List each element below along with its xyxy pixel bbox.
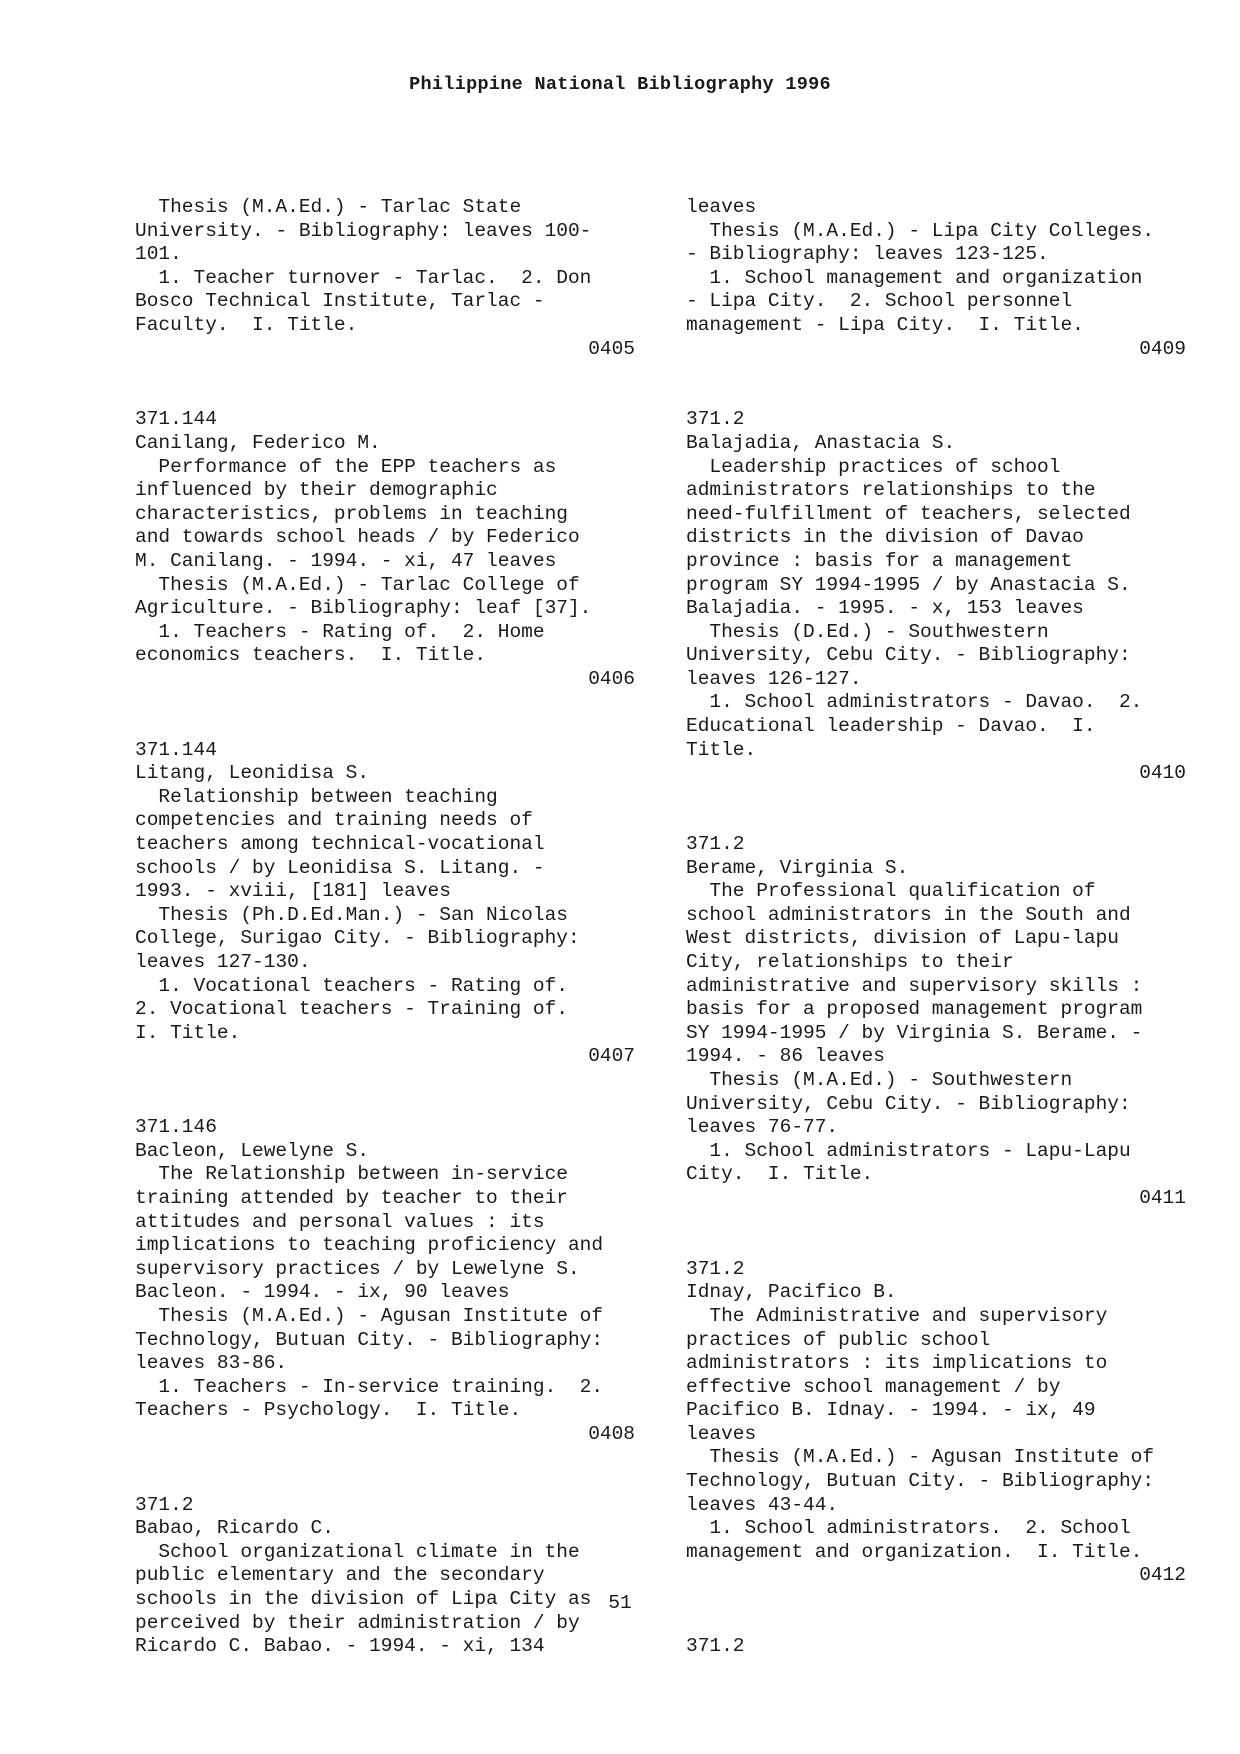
entry-line: Bosco Technical Institute, Tarlac -: [135, 290, 545, 313]
entry-line: 371.2: [135, 1493, 194, 1516]
entry-line: 1. Teachers - In-service training. 2.: [135, 1375, 604, 1398]
entry-line: Technology, Butuan City. - Bibliography:: [135, 1328, 604, 1351]
entry-line: University, Cebu City. - Bibliography:: [686, 644, 1131, 667]
entry-line: Idnay, Pacifico B.: [686, 1281, 897, 1304]
entry-line: administrators : its implications to: [686, 1352, 1108, 1375]
entry-line: Teachers - Psychology. I. Title.: [135, 1399, 522, 1422]
entry-line: Balajadia. - 1995. - x, 153 leaves: [686, 597, 1084, 620]
bibliography-entry: [135, 196, 635, 361]
entry-spacer: [686, 1612, 1186, 1636]
entry-line: administrative and supervisory skills :: [686, 974, 1143, 997]
entry-spacer: [135, 1470, 635, 1494]
entry-spacer: [135, 691, 635, 715]
entry-line: 1. School administrators - Davao. 2.: [686, 691, 1143, 714]
entry-line: competencies and training needs of: [135, 809, 533, 832]
entry-line: leaves: [686, 196, 757, 218]
page-header-title: Philippine National Bibliography 1996: [409, 74, 831, 95]
entry-spacer: [135, 385, 635, 409]
entry-line: perceived by their administration / by: [135, 1611, 580, 1634]
entry-line: I. Title.: [135, 1021, 241, 1044]
entry-line: program SY 1994-1995 / by Anastacia S.: [686, 573, 1131, 596]
entry-line: 371.144: [135, 408, 217, 431]
entry-number: 0407: [588, 1045, 635, 1068]
entry-spacer: [135, 1069, 635, 1093]
entry-spacer: [686, 385, 1186, 409]
entry-line: Berame, Virginia S.: [686, 856, 909, 879]
bibliography-entry: [686, 408, 1186, 786]
entry-line: leaves 43-44.: [686, 1493, 839, 1516]
entry-line: Thesis (M.A.Ed.) - Tarlac State: [135, 196, 522, 218]
bibliography-entry: [135, 1494, 635, 1659]
entry-line: City. I. Title.: [686, 1163, 874, 1186]
entry-spacer: [686, 361, 1186, 385]
entry-line: public elementary and the secondary: [135, 1564, 545, 1587]
entry-line: The Administrative and supervisory: [686, 1304, 1108, 1327]
entry-line: 1. School administrators - Lapu-Lapu: [686, 1139, 1131, 1162]
entry-line: 371.2: [686, 408, 745, 431]
entry-line: 371.146: [135, 1116, 217, 1139]
bibliography-entry: [686, 1635, 1186, 1659]
left-column: [135, 196, 635, 1659]
entry-line: University, Cebu City. - Bibliography:: [686, 1092, 1131, 1115]
entry-line: supervisory practices / by Lewelyne S.: [135, 1257, 580, 1280]
entry-line: teachers among technical-vocational: [135, 833, 545, 856]
entry-line: SY 1994-1995 / by Virginia S. Berame. -: [686, 1021, 1143, 1044]
entry-line: - Lipa City. 2. School personnel: [686, 290, 1073, 313]
entry-number: 0412: [1139, 1564, 1186, 1587]
entry-line: Bacleon. - 1994. - ix, 90 leaves: [135, 1281, 510, 1304]
entry-line: 1. Teachers - Rating of. 2. Home: [135, 620, 545, 643]
entry-line: leaves 126-127.: [686, 667, 862, 690]
entry-number: 0411: [1139, 1186, 1186, 1209]
entry-line: Balajadia, Anastacia S.: [686, 431, 956, 454]
bibliography-entry: [135, 739, 635, 1069]
entry-line: Thesis (M.A.Ed.) - Agusan Institute of: [135, 1304, 604, 1327]
entry-spacer: [135, 715, 635, 739]
entry-line: Pacifico B. Idnay. - 1994. - ix, 49: [686, 1399, 1096, 1422]
bibliography-entry: [686, 196, 1186, 361]
entry-line: school administrators in the South and: [686, 903, 1131, 926]
entry-line: College, Surigao City. - Bibliography:: [135, 927, 580, 950]
entry-number: 0410: [1139, 762, 1186, 785]
entry-line: 371.2: [686, 1257, 745, 1280]
entry-line: schools / by Leonidisa S. Litang. -: [135, 856, 545, 879]
entry-line: need-fulfillment of teachers, selected: [686, 502, 1131, 525]
entry-line: Thesis (M.A.Ed.) - Southwestern: [686, 1068, 1073, 1091]
bibliography-entry: [135, 1116, 635, 1446]
entry-line: Title.: [686, 738, 757, 761]
entry-line: Thesis (D.Ed.) - Southwestern: [686, 620, 1049, 643]
entry-line: training attended by teacher to their: [135, 1186, 568, 1209]
entry-line: Litang, Leonidisa S.: [135, 762, 370, 785]
entry-line: Faculty. I. Title.: [135, 313, 358, 336]
entry-line: Leadership practices of school: [686, 455, 1061, 478]
entry-line: basis for a proposed management program: [686, 998, 1143, 1021]
entry-line: M. Canilang. - 1994. - xi, 47 leaves: [135, 549, 557, 572]
entry-line: leaves 76-77.: [686, 1116, 839, 1139]
entry-line: - Bibliography: leaves 123-125.: [686, 243, 1049, 266]
entry-line: economics teachers. I. Title.: [135, 644, 487, 667]
entry-line: University. - Bibliography: leaves 100-: [135, 219, 592, 242]
entry-line: 1. Teacher turnover - Tarlac. 2. Don: [135, 266, 592, 289]
entry-line: City, relationships to their: [686, 951, 1014, 973]
entry-line: practices of public school: [686, 1328, 991, 1351]
entry-line: 371.144: [135, 738, 217, 761]
bibliography-entry: [686, 833, 1186, 1211]
entry-line: The Relationship between in-service: [135, 1163, 568, 1186]
entry-line: leaves: [686, 1422, 757, 1445]
entry-line: Agriculture. - Bibliography: leaf [37].: [135, 597, 592, 620]
entry-line: Technology, Butuan City. - Bibliography:: [686, 1470, 1155, 1493]
entry-line: The Professional qualification of: [686, 880, 1096, 903]
entry-line: influenced by their demographic: [135, 479, 498, 502]
entry-number: 0408: [588, 1422, 635, 1445]
entry-line: districts in the division of Davao: [686, 526, 1084, 549]
entry-line: management - Lipa City. I. Title.: [686, 313, 1084, 336]
entry-line: 1993. - xviii, [181] leaves: [135, 880, 451, 903]
entry-line: leaves 127-130.: [135, 951, 311, 973]
entry-line: 371.2: [686, 1635, 745, 1658]
entry-line: Thesis (M.A.Ed.) - Lipa City Colleges.: [686, 219, 1155, 242]
entry-line: 101.: [135, 243, 182, 266]
entry-line: School organizational climate in the: [135, 1540, 580, 1563]
entry-line: attitudes and personal values : its: [135, 1210, 545, 1233]
entry-line: Thesis (M.A.Ed.) - Tarlac College of: [135, 573, 580, 596]
entry-line: 1994. - 86 leaves: [686, 1045, 885, 1068]
entry-line: Performance of the EPP teachers as: [135, 455, 557, 478]
entry-line: West districts, division of Lapu-lapu: [686, 927, 1119, 950]
entry-spacer: [686, 1211, 1186, 1235]
entry-spacer: [686, 786, 1186, 810]
page-number: 51: [608, 1592, 632, 1614]
entry-line: leaves 83-86.: [135, 1352, 288, 1375]
entry-line: Ricardo C. Babao. - 1994. - xi, 134: [135, 1635, 545, 1658]
entry-line: 2. Vocational teachers - Training of.: [135, 998, 568, 1021]
entry-number: 0405: [588, 337, 635, 360]
entry-spacer: [135, 1093, 635, 1117]
entry-line: implications to teaching proficiency and: [135, 1234, 604, 1257]
entry-spacer: [135, 1446, 635, 1470]
entry-line: management and organization. I. Title.: [686, 1540, 1143, 1563]
entry-spacer: [135, 361, 635, 385]
entry-line: 371.2: [686, 833, 745, 856]
entry-line: Canilang, Federico M.: [135, 431, 381, 454]
entry-line: Educational leadership - Davao. I.: [686, 715, 1096, 738]
entry-line: administrators relationships to the: [686, 479, 1096, 502]
entry-line: Thesis (Ph.D.Ed.Man.) - San Nicolas: [135, 903, 568, 926]
entry-line: characteristics, problems in teaching: [135, 502, 568, 525]
entry-number: 0406: [588, 667, 635, 690]
entry-number: 0409: [1139, 337, 1186, 360]
right-column: [686, 196, 1186, 1659]
entry-line: Thesis (M.A.Ed.) - Agusan Institute of: [686, 1446, 1155, 1469]
entry-line: schools in the division of Lipa City as: [135, 1588, 592, 1611]
entry-line: 1. School administrators. 2. School: [686, 1517, 1131, 1540]
entry-line: province : basis for a management: [686, 549, 1073, 572]
entry-line: 1. School management and organization: [686, 266, 1143, 289]
entry-line: Babao, Ricardo C.: [135, 1517, 334, 1540]
bibliography-entry: [135, 408, 635, 691]
entry-line: and towards school heads / by Federico: [135, 526, 580, 549]
bibliography-entry: [686, 1258, 1186, 1588]
entry-line: effective school management / by: [686, 1375, 1061, 1398]
entry-line: Relationship between teaching: [135, 785, 498, 808]
entry-spacer: [686, 809, 1186, 833]
entry-line: Bacleon, Lewelyne S.: [135, 1139, 370, 1162]
entry-line: 1. Vocational teachers - Rating of.: [135, 974, 568, 997]
entry-spacer: [686, 1234, 1186, 1258]
